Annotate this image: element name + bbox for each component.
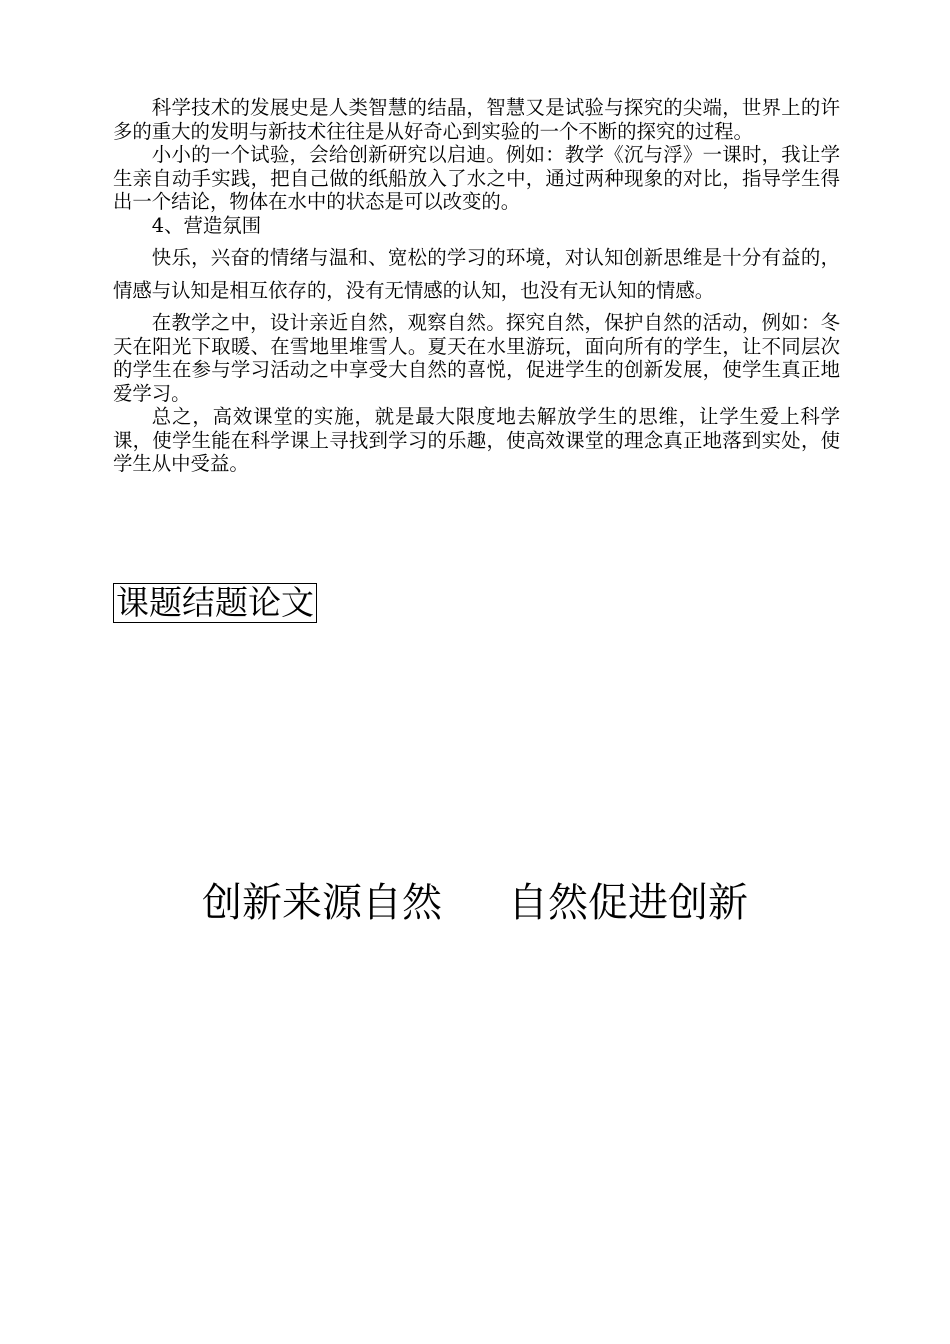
paragraph-4: 快乐，兴奋的情绪与温和、宽松的学习的环境，对认知创新思维是十分有益的，情感与认知是相互依存的，没有无情感的认知，也没有无认知的情感。 bbox=[113, 246, 840, 302]
paper-title-left: 创新来源自然 bbox=[202, 880, 442, 926]
paragraph-1: 科学技术的发展史是人类智慧的结晶，智慧又是试验与探究的尖端，世界上的许多的重大的发明与新技术往往是从好奇心到实验的一个不断的探究的过程。 bbox=[113, 96, 840, 143]
paper-title-right: 自然促进创新 bbox=[508, 880, 748, 926]
subheading-create-atmosphere: 4、营造氛围 bbox=[151, 213, 262, 237]
paragraph-2: 小小的一个试验，会给创新研究以启迪。例如：教学《沉与浮》一课时，我让学生亲自动手实践，把自己做的纸船放入了水之中，通过两种现象的对比，指导学生得出一个结论，物体在水中的状态是可以改变的。 bbox=[113, 143, 840, 213]
paper-title bbox=[0, 878, 950, 928]
paragraph-5: 在教学之中，设计亲近自然，观察自然。探究自然，保护自然的活动，例如：冬天在阳光下取暖、在雪地里堆雪人。夏天在水里游玩，面向所有的学生，让不同层次的学生在参与学习活动之中享受大自然的喜悦，促进学生的创新发展，使学生真正地爱学习。 bbox=[113, 311, 840, 405]
body-text bbox=[113, 96, 840, 476]
paragraph-6: 总之，高效课堂的实施，就是最大限度地去解放学生的思维，让学生爱上科学课，使学生能在科学课上寻找到学习的乐趣，使高效课堂的理念真正地落到实处，使学生从中受益。 bbox=[113, 405, 840, 475]
section-label-box: 课题结题论文 bbox=[113, 583, 317, 623]
